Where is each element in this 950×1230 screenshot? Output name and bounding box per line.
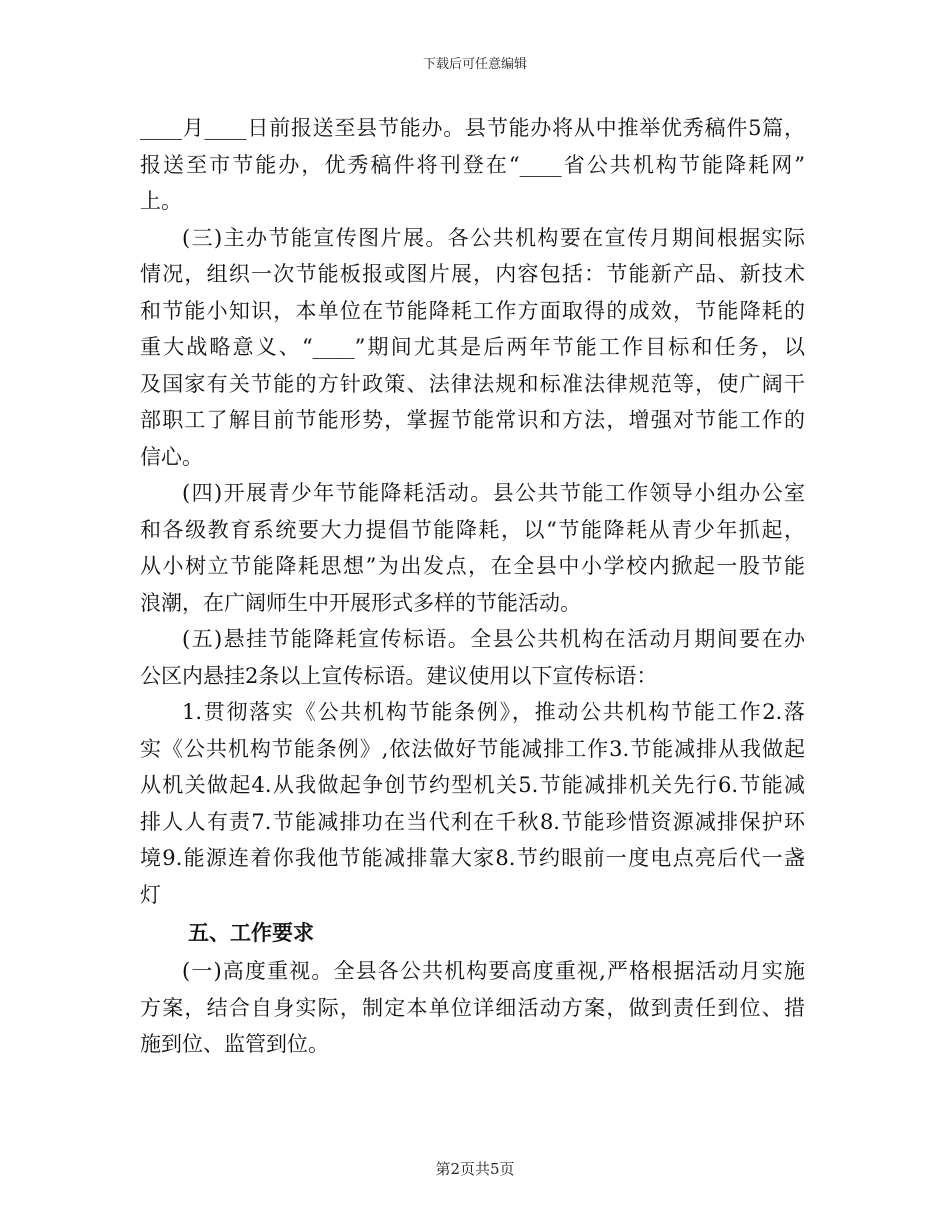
text-line: 和节能小知识，本单位在节能降耗工作方面取得的成效，节能降耗的: [140, 298, 805, 323]
text-line: 排人人有责7.节能减排功在当代利在千秋8.节能珍惜资源减排保护环: [140, 809, 805, 834]
text-line: 上。: [140, 189, 182, 213]
text-line: (一)高度重视。全县各公共机构要高度重视,严格根据活动月实施: [182, 959, 805, 983]
text-line: (五)悬挂节能降耗宣传标语。全县公共机构在活动月期间要在办: [182, 627, 805, 651]
text-line: ____月____日前报送至县节能办。县节能办将从中推举优秀稿件5篇，: [140, 116, 805, 140]
section-heading: 五、工作要求: [188, 921, 314, 945]
text-line: 公区内悬挂2条以上宣传标语。建议使用以下宣传标语：: [140, 663, 658, 688]
text-line: 灯: [140, 882, 161, 907]
document-body: [140, 110, 805, 1063]
page-footer: 第2页共5页: [435, 1160, 515, 1178]
text-line: (三)主办节能宣传图片展。各公共机构要在宣传月期间根据实际: [182, 225, 805, 250]
text-line: 报送至市节能办，优秀稿件将刊登在“____省公共机构节能降耗网”: [140, 152, 805, 177]
text-line: 情况，组织一次节能板报或图片展，内容包括：节能新产品、新技术: [140, 262, 805, 286]
text-line: 重大战略意义、“____”期间尤其是后两年节能工作目标和任务，以: [140, 335, 805, 359]
text-line: 从机关做起4.从我做起争创节约型机关5.节能减排机关先行6.节能减: [140, 773, 805, 797]
paragraph-slogans: [140, 621, 805, 694]
text-line: 实《公共机构节能条例》,依法做好节能减排工作3.节能减排从我做起: [140, 736, 805, 761]
text-line: 浪潮，在广阔师生中开展形式多样的节能活动。: [140, 590, 581, 615]
paragraph-high-priority: [140, 953, 805, 1063]
text-line: 信心。: [140, 444, 203, 469]
text-line: 及国家有关节能的方针政策、法律法规和标准法律规范等，使广阔干: [140, 371, 805, 396]
page-header: 下载后可任意编辑: [422, 57, 527, 72]
text-line: 方案，结合自身实际，制定本单位详细活动方案，做到责任到位、措: [140, 995, 805, 1020]
text-line: (四)开展青少年节能降耗活动。县公共节能工作领导小组办公室: [182, 481, 805, 505]
text-line: 施到位、监管到位。: [140, 1032, 329, 1056]
paragraph-report-deadline: [140, 110, 805, 220]
text-line: 部职工了解目前节能形势，掌握节能常识和方法，增强对节能工作的: [140, 408, 805, 432]
paragraph-photo-exhibition: [140, 220, 805, 476]
paragraph-slogan-list: [140, 694, 805, 913]
text-line: 和各级教育系统要大力提倡节能降耗，以“节能降耗从青少年抓起，: [140, 517, 805, 542]
paragraph-youth-activity: [140, 475, 805, 621]
text-line: 境9.能源连着你我他节能减排靠大家8.节约眼前一度电点亮后代一盏: [140, 846, 805, 870]
text-line: 从小树立节能降耗思想”为出发点，在全县中小学校内掀起一股节能: [140, 554, 805, 578]
text-line: 1.贯彻落实《公共机构节能条例》，推动公共机构节能工作2.落: [182, 700, 805, 724]
